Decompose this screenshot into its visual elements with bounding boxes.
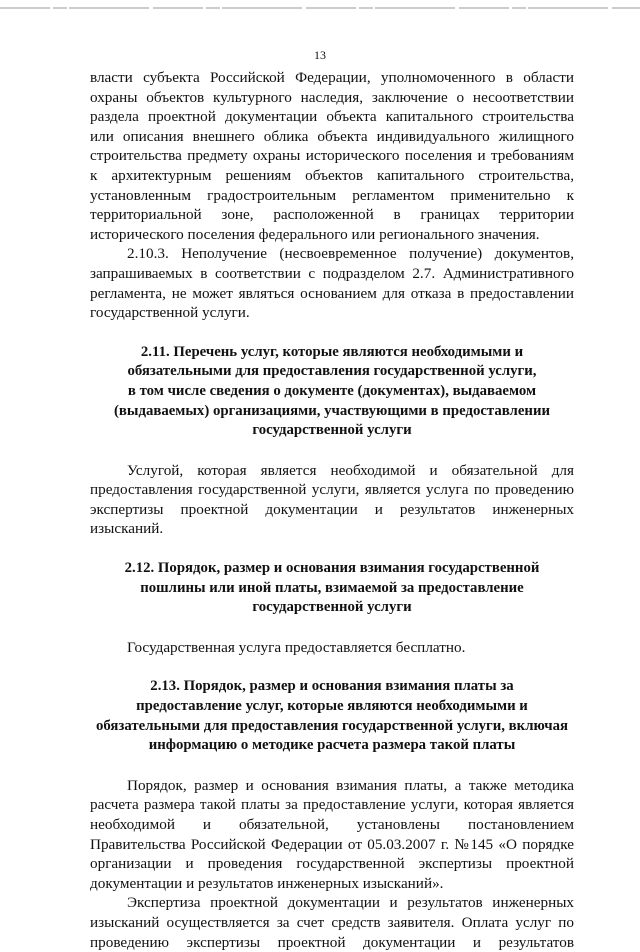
paragraph-2-12-body: Государственная услуга предоставляется бесплатно. <box>127 638 466 656</box>
heading-line: пошлины или иной платы, взимаемой за предоставление <box>140 579 524 596</box>
heading-line: (выдаваемых) организациями, участвующими в предоставлении <box>113 402 551 419</box>
heading-line: государственной услуги <box>252 422 412 439</box>
section-heading-2-13 <box>90 677 574 755</box>
heading-line: государственной услуги <box>252 599 412 616</box>
heading-line: обязательными для предоставления государственной услуги, <box>127 363 537 380</box>
paragraph-2-10-3: 2.10.3. Неполучение (несвоевременное получение) документов, запрашиваемых в соответствии с подразделом 2.7. Административного регламента, не может являться основанием для отказа в предоставлении государственной услуги. <box>90 245 574 322</box>
section-heading-2-11 <box>90 343 574 441</box>
heading-line: обязательными для предоставления государственной услуги, включая <box>95 717 568 734</box>
heading-line: 2.11. Перечень услуг, которые являются необходимыми и <box>140 343 524 360</box>
heading-line: 2.13. Порядок, размер и основания взимания платы за <box>150 678 514 695</box>
page-number: 13 <box>314 48 326 62</box>
section-heading-2-12 <box>90 559 574 618</box>
heading-line: в том числе сведения о документе (документах), выдаваемом <box>127 382 537 399</box>
paragraph-2-13-payment: Экспертиза проектной документации и результатов инженерных изысканий осуществляется за счет средств заявителя. Оплата услуг по проведению экспертизы проектной документации и результатов <box>90 894 574 951</box>
document-body <box>90 68 574 952</box>
paragraph-2-13-body: Порядок, размер и основания взимания платы, а также методика расчета размера такой платы за предоставление услуги, которая является необходимой и обязательной, установлены постановлением Правительства Российской Федерации от 05.03.2007 г. №145 «О порядке организации и проведения государственной экспертизы проектной документации и результатов инженерных изысканий». <box>90 776 574 892</box>
heading-line: информацию о методике расчета размера такой платы <box>148 737 516 754</box>
scan-top-line <box>0 3 640 13</box>
heading-line: 2.12. Порядок, размер и основания взимания государственной <box>124 560 540 577</box>
paragraph-2-10-2-continuation: власти субъекта Российской Федерации, уполномоченного в области охраны объектов культурного наследия, заключение о несоответствии раздела проектной документации объекта капитального строительства или описания внешнего облика объекта индивидуального жилищного строительства предмету охраны исторического поселения и требованиям к архитектурным решениям объектов капитального строительства, установленным градостроительным регламентом применительно к территориальной зоне, расположенной в границах территории исторического поселения федерального или регионального значения. <box>90 69 574 243</box>
paragraph-2-11-body: Услугой, которая является необходимой и обязательной для предоставления государственной услуги, является услуга по проведению экспертизы проектной документации и результатов инженерных изысканий. <box>90 461 574 538</box>
heading-line: предоставление услуг, которые являются необходимыми и <box>136 698 528 715</box>
